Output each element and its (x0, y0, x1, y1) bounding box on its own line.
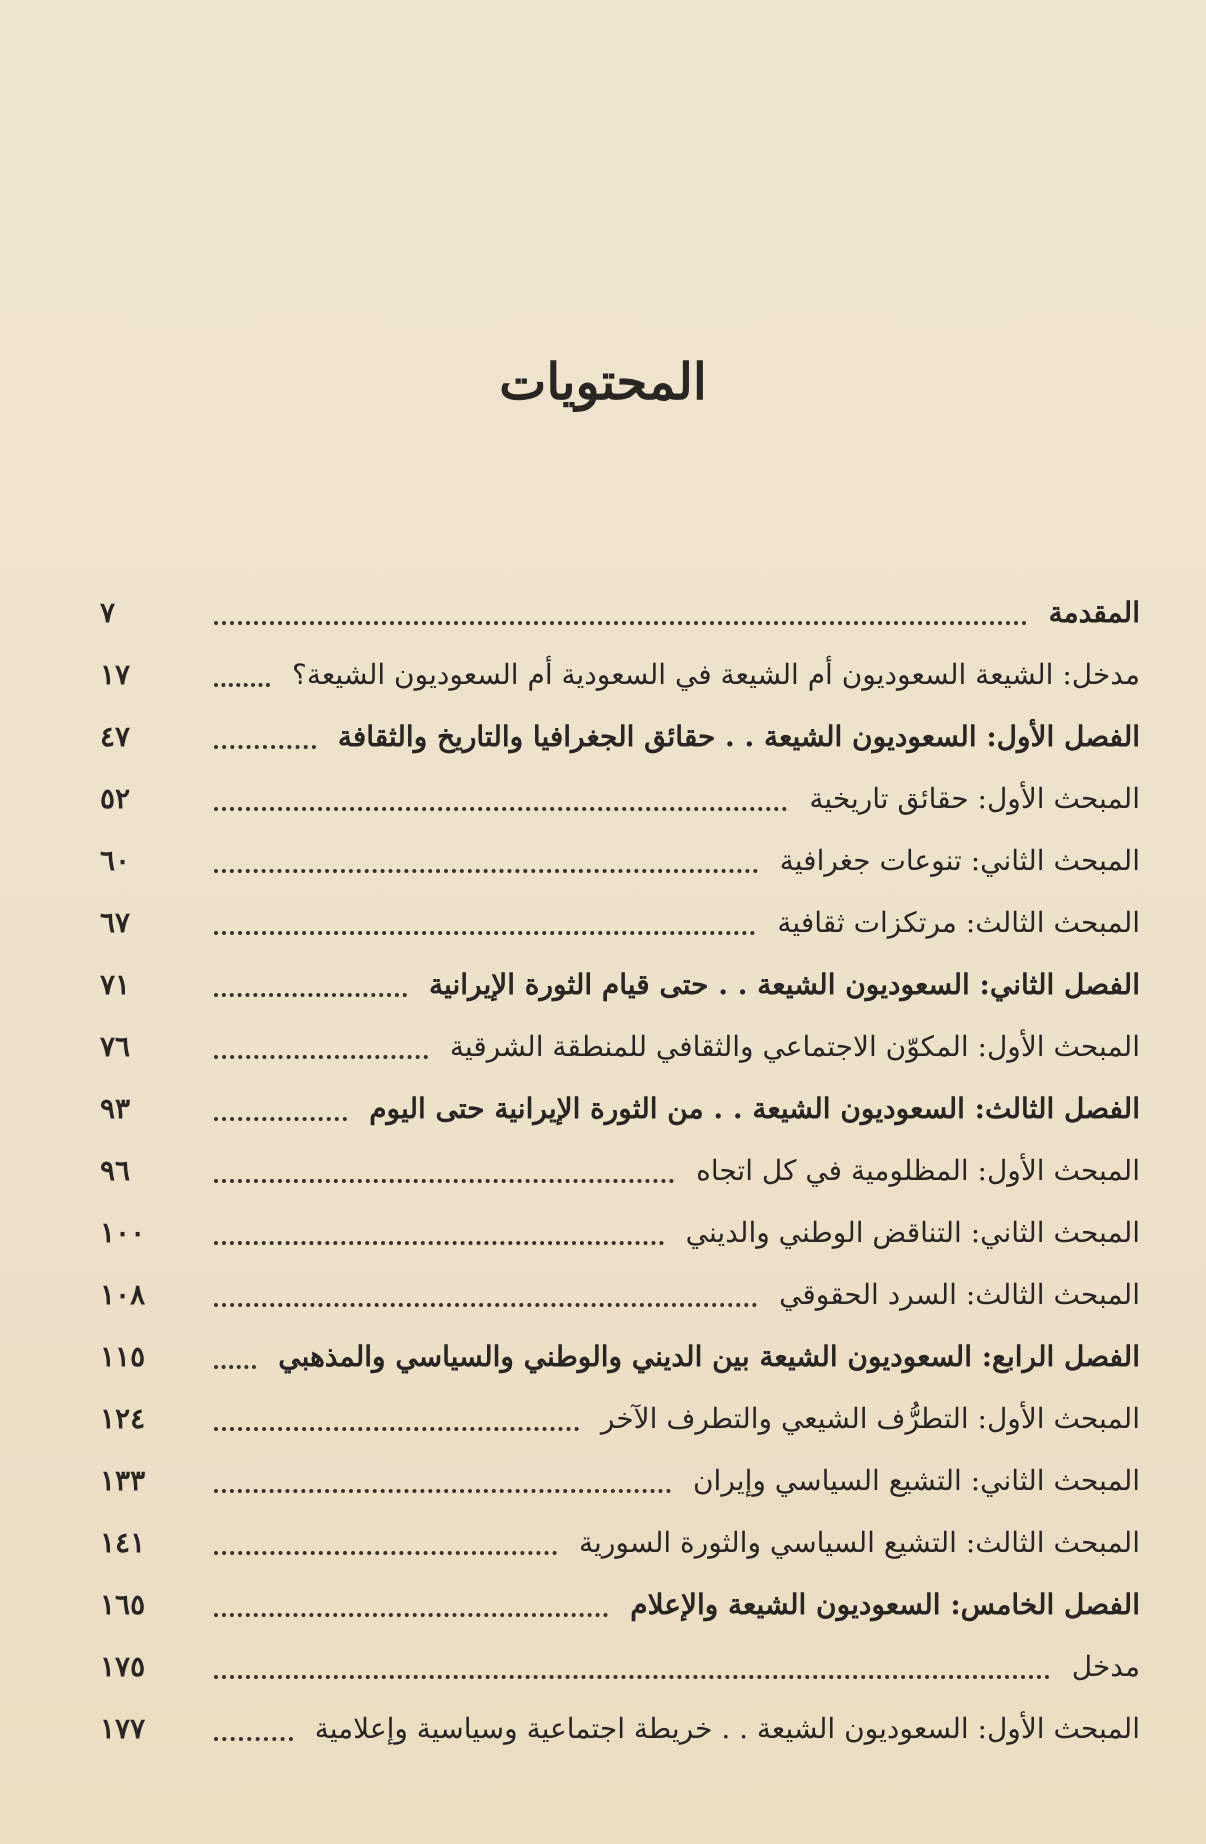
toc-page-number: ٧ (100, 596, 116, 629)
toc-leader-dots (214, 993, 407, 997)
toc-entry (100, 1450, 1140, 1512)
toc-page-number: ١٤١ (100, 1526, 146, 1559)
toc-page-number: ١٧٧ (100, 1712, 146, 1745)
toc-entry (100, 1078, 1140, 1140)
toc-entry (100, 706, 1140, 768)
toc-page-number: ٩٣ (100, 1092, 131, 1125)
toc-entry-label: الفصل الأول: السعوديون الشيعة . . حقائق الجغرافيا والتاريخ والثقافة (337, 720, 1140, 753)
toc-page-number: ١٧ (100, 658, 131, 691)
toc-entry (100, 1574, 1140, 1636)
toc-page-number: ١٢٤ (100, 1402, 146, 1435)
toc-leader-dots (214, 1675, 1050, 1679)
toc-page-number: ١٧٥ (100, 1650, 146, 1683)
toc-entry-label: الفصل الثالث: السعوديون الشيعة . . من الثورة الإيرانية حتى اليوم (369, 1092, 1140, 1125)
toc-leader-dots (214, 1055, 428, 1059)
toc-leader-dots (214, 1241, 664, 1245)
toc-entry (100, 1636, 1140, 1698)
toc-leader-dots (214, 621, 1027, 625)
toc-leader-dots (214, 1427, 579, 1431)
toc-entry-label: الفصل الثاني: السعوديون الشيعة . . حتى قيام الثورة الإيرانية (429, 968, 1140, 1001)
toc-leader-dots (214, 1489, 671, 1493)
toc-page-number: ١٦٥ (100, 1588, 146, 1621)
toc-entry (100, 768, 1140, 830)
page-title: المحتويات (499, 352, 707, 411)
toc-page-number: ١٣٣ (100, 1464, 146, 1497)
toc-leader-dots (214, 683, 270, 687)
toc-entry-label: المبحث الثالث: التشيع السياسي والثورة السورية (579, 1526, 1140, 1559)
toc-leader-dots (214, 1117, 347, 1121)
toc-leader-dots (214, 1737, 293, 1741)
toc-entry (100, 1326, 1140, 1388)
toc-entry-label: المبحث الأول: التطرُّف الشيعي والتطرف الآخر (600, 1402, 1140, 1435)
toc-entry-label: المبحث الثاني: التشيع السياسي وإيران (692, 1464, 1140, 1497)
toc-leader-dots (214, 931, 755, 935)
toc-entry-label: المبحث الأول: المكوّن الاجتماعي والثقافي للمنطقة الشرقية (449, 1030, 1140, 1063)
toc-entry (100, 1698, 1140, 1760)
toc-entry (100, 1202, 1140, 1264)
toc-entry (100, 830, 1140, 892)
toc-entry-label: المبحث الثالث: السرد الحقوقي (779, 1278, 1140, 1311)
table-of-contents (0, 582, 1206, 1782)
toc-entry (100, 644, 1140, 706)
toc-leader-dots (214, 1303, 757, 1307)
toc-entry (100, 892, 1140, 954)
toc-leader-dots (214, 869, 758, 873)
toc-leader-dots (214, 1613, 608, 1617)
toc-leader-dots (214, 1365, 256, 1369)
toc-entry (100, 954, 1140, 1016)
toc-page-number: ٦٠ (100, 844, 131, 877)
toc-entry (100, 1388, 1140, 1450)
toc-page-number: ١٠٨ (100, 1278, 146, 1311)
toc-entry (100, 1512, 1140, 1574)
toc-entry-label: المبحث الأول: المظلومية في كل اتجاه (696, 1154, 1140, 1187)
toc-page-number: ٤٧ (100, 720, 131, 753)
toc-leader-dots (214, 745, 316, 749)
toc-page-number: ٧٦ (100, 1030, 131, 1063)
toc-entry-label: المبحث الأول: حقائق تاريخية (809, 782, 1140, 815)
toc-entry-label: المقدمة (1048, 596, 1140, 629)
toc-entry (100, 582, 1140, 644)
toc-page-number: ٦٧ (100, 906, 131, 939)
toc-entry-label: المبحث الثاني: التناقض الوطني والديني (685, 1216, 1140, 1249)
toc-leader-dots (214, 1551, 557, 1555)
toc-entry (100, 1264, 1140, 1326)
toc-entry-label: المبحث الثاني: تنوعات جغرافية (779, 844, 1140, 877)
toc-entry-label: الفصل الرابع: السعوديون الشيعة بين الديني والوطني والسياسي والمذهبي (278, 1340, 1140, 1373)
toc-page-number: ١١٥ (100, 1340, 146, 1373)
toc-entry-label: الفصل الخامس: السعوديون الشيعة والإعلام (630, 1588, 1140, 1621)
toc-leader-dots (214, 1179, 674, 1183)
toc-entry-label: مدخل: الشيعة السعوديون أم الشيعة في السعودية أم السعوديون الشيعة؟ (292, 658, 1140, 691)
toc-page-number: ٩٦ (100, 1154, 131, 1187)
toc-entry (100, 1016, 1140, 1078)
toc-entry-label: المبحث الأول: السعوديون الشيعة . . خريطة اجتماعية وسياسية وإعلامية (314, 1712, 1140, 1745)
toc-entry-label: المبحث الثالث: مرتكزات ثقافية (777, 906, 1140, 939)
toc-page-number: ٥٢ (100, 782, 131, 815)
toc-leader-dots (214, 807, 787, 811)
toc-entry-label: مدخل (1071, 1650, 1140, 1683)
toc-page-number: ٧١ (100, 968, 131, 1001)
toc-entry (100, 1140, 1140, 1202)
toc-page-number: ١٠٠ (100, 1216, 146, 1249)
